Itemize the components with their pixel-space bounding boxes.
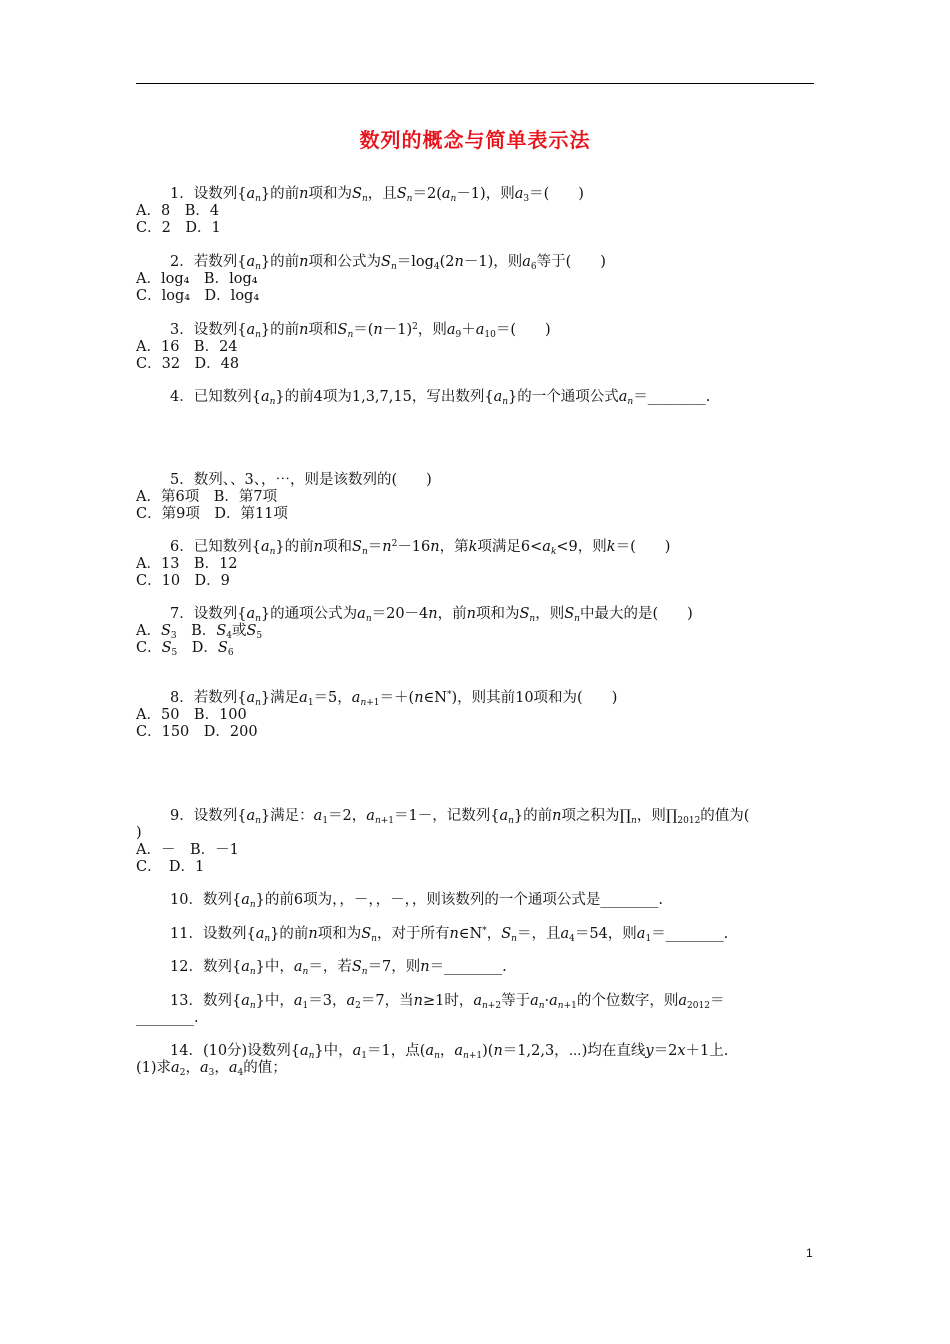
question-1-stem: 1．设数列$\{a_n\}$的前n项和为$S_n$，且$S_n=2(a_n-1)$，则$a_3=$( ) — [170, 186, 584, 204]
option-line: A．13 B．12 — [136, 556, 238, 572]
question-6-stem: 6．已知数列$\{a_n\}$的前n项和$S_n=n^2-16n$，第k项满足$6<a_k<9$，则k＝( ) — [170, 539, 671, 557]
option-line: C． D．1 — [136, 859, 205, 875]
option-line: A．16 B．24 — [136, 339, 238, 355]
option-line: ________. — [136, 1010, 199, 1026]
question-12-stem: 12．数列$\{a_n\}$中，$a_n=$，若$S_n=7$，则n＝________. — [170, 959, 507, 977]
option-line: A．－ B．－1 — [136, 842, 239, 858]
question-11 — [136, 926, 816, 943]
question-4 — [136, 389, 816, 406]
question-9-stem: 9．设数列$\{a_n\}$满足：$a_1=2$，$a_{n+1}=1-$，记数列$\{a_n\}$的前n项之积为$\prod_n$，则$\prod_{2012}$的值为( — [170, 808, 750, 826]
question-8-stem: 8．若数列$\{a_n\}$满足$a_1=5$，$a_{n+1}=+(n\in N^*)$，则其前10项和为( ) — [170, 690, 618, 708]
question-6 — [136, 539, 816, 590]
question-2-stem: 2．若数列$\{a_n\}$的前n项和公式为$S_n=\log_4(2n-1)$，则$a_6$等于( ) — [170, 254, 606, 272]
option-line: A．8 B．4 — [136, 203, 220, 219]
option-line: A．50 B．100 — [136, 707, 247, 723]
option-line: A．log₄ B．log₄ — [136, 271, 258, 287]
header-rule — [136, 83, 814, 84]
question-4-stem: 4．已知数列$\{a_n\}$的前4项为1,3,7,15，写出数列$\{a_n\}$的一个通项公式$a_n=\_\_\_\_\_\_\_\_$. — [170, 389, 711, 407]
option-line: C．$S_5$ D．$S_6$ — [136, 640, 234, 658]
question-9 — [136, 808, 816, 876]
option-line: A．$S_3$ B．$S_4$或$S_5$ — [136, 623, 263, 641]
question-3-stem: 3．设数列$\{a_n\}$的前n项和$S_n=(n-1)^2$，则$a_9+a_{10}=$( ) — [170, 322, 551, 340]
question-3 — [136, 322, 816, 373]
question-10 — [136, 892, 816, 909]
question-12 — [136, 959, 816, 976]
question-5 — [136, 472, 816, 523]
option-line: C．32 D．48 — [136, 356, 240, 372]
option-line: (1)求$a_2$，$a_3$，$a_4$的值； — [136, 1060, 287, 1078]
option-line: A．第6项 B．第7项 — [136, 489, 278, 505]
question-5-stem: 5．数列、、3、，⋯，则是该数列的( ) — [170, 472, 432, 488]
page-number: 1 — [806, 1246, 813, 1260]
question-7-stem: 7．设数列$\{a_n\}$的通项公式为$a_n=20-4n$，前n项和为$S_n$，则$S_n$中最大的是( ) — [170, 606, 693, 624]
question-8 — [136, 690, 816, 741]
question-7 — [136, 606, 816, 657]
question-14 — [136, 1043, 816, 1077]
option-line: C．log₄ D．log₄ — [136, 288, 260, 304]
question-13-stem: 13．数列$\{a_n\}$中，$a_1=3$，$a_2=7$，当n≥1时，$a_{n+2}$等于$a_n\cdot a_{n+1}$的个位数字，则$a_{2012}=$ — [170, 993, 725, 1011]
question-2 — [136, 254, 816, 305]
question-11-stem: 11．设数列$\{a_n\}$的前n项和为$S_n$，对于所有n∈N*，$S_n=$，且$a_4=54$，则$a_1=\_\_\_\_\_\_\_\_$. — [170, 926, 729, 944]
option-line: C．10 D．9 — [136, 573, 230, 589]
question-14-stem: 14．(10分)设数列$\{a_n\}$中，$a_1=1$，点($a_n$，$a_{n+1})(n=1,2,3$，⋯)均在直线y＝2x＋1上. — [170, 1043, 729, 1061]
question-13 — [136, 993, 816, 1027]
question-1 — [136, 186, 816, 237]
option-line: C．第9项 D．第11项 — [136, 506, 288, 522]
question-10-stem: 10．数列$\{a_n\}$的前6项为，，－，，－，，则该数列的一个通项公式是________. — [170, 892, 663, 910]
option-line: C．150 D．200 — [136, 724, 258, 740]
option-line: C．2 D．1 — [136, 220, 221, 236]
option-line: ) — [136, 825, 142, 841]
page-title: 数列的概念与简单表示法 — [359, 128, 591, 152]
